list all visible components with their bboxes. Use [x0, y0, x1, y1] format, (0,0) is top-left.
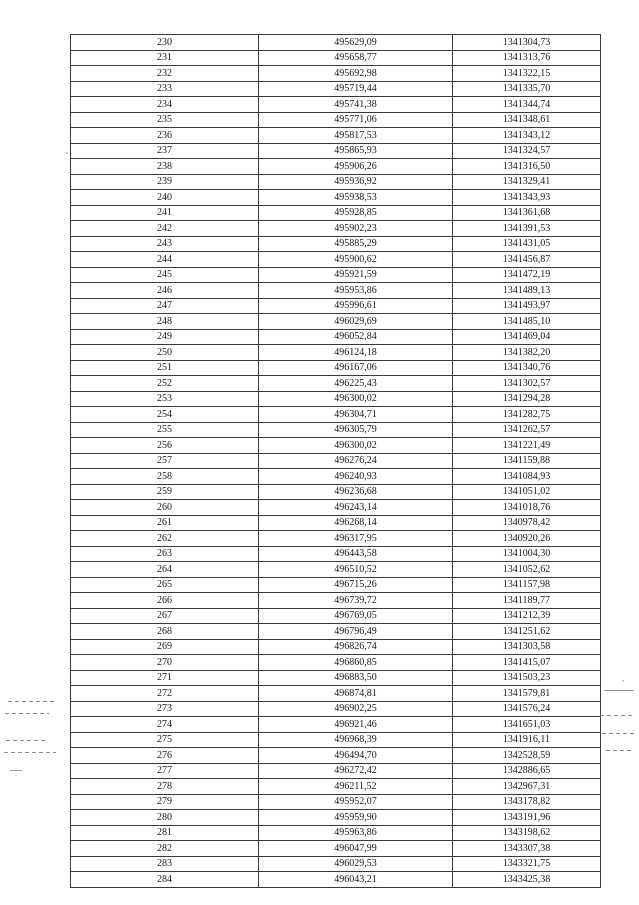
y-coordinate-cell: 1341294,28	[453, 391, 601, 407]
point-number-cell: 239	[71, 174, 259, 190]
table-row	[71, 593, 601, 609]
point-number-cell: 261	[71, 515, 259, 531]
x-coordinate-cell: 496300,02	[259, 438, 453, 454]
scan-artifact-dot	[66, 152, 68, 154]
x-coordinate-cell: 496739,72	[259, 593, 453, 609]
x-coordinate-cell: 496167,06	[259, 360, 453, 376]
x-coordinate-cell: 496047,99	[259, 841, 453, 857]
point-number-cell: 263	[71, 546, 259, 562]
table-row	[71, 345, 601, 361]
table-row	[71, 81, 601, 97]
point-number-cell: 270	[71, 655, 259, 671]
y-coordinate-cell: 1341348,61	[453, 112, 601, 128]
x-coordinate-cell: 495900,62	[259, 252, 453, 268]
x-coordinate-cell: 496305,79	[259, 422, 453, 438]
table-row	[71, 624, 601, 640]
y-coordinate-cell: 1340920,26	[453, 531, 601, 547]
coordinates-table-body	[71, 35, 601, 888]
y-coordinate-cell: 1341251,62	[453, 624, 601, 640]
x-coordinate-cell: 496769,05	[259, 608, 453, 624]
y-coordinate-cell: 1341322,15	[453, 66, 601, 82]
x-coordinate-cell: 496921,46	[259, 717, 453, 733]
y-coordinate-cell: 1341084,93	[453, 469, 601, 485]
table-row	[71, 577, 601, 593]
x-coordinate-cell: 496796,49	[259, 624, 453, 640]
point-number-cell: 271	[71, 670, 259, 686]
y-coordinate-cell: 1341343,12	[453, 128, 601, 144]
point-number-cell: 265	[71, 577, 259, 593]
x-coordinate-cell: 496304,71	[259, 407, 453, 423]
point-number-cell: 244	[71, 252, 259, 268]
point-number-cell: 257	[71, 453, 259, 469]
x-coordinate-cell: 496124,18	[259, 345, 453, 361]
point-number-cell: 260	[71, 500, 259, 516]
table-row	[71, 469, 601, 485]
x-coordinate-cell: 495996,61	[259, 298, 453, 314]
point-number-cell: 253	[71, 391, 259, 407]
table-row	[71, 763, 601, 779]
table-row	[71, 872, 601, 888]
x-coordinate-cell: 496874,81	[259, 686, 453, 702]
x-coordinate-cell: 496272,42	[259, 763, 453, 779]
x-coordinate-cell: 496510,52	[259, 562, 453, 578]
y-coordinate-cell: 1341391,53	[453, 221, 601, 237]
point-number-cell: 283	[71, 856, 259, 872]
x-coordinate-cell: 495906,26	[259, 159, 453, 175]
table-row	[71, 531, 601, 547]
y-coordinate-cell: 1341324,57	[453, 143, 601, 159]
x-coordinate-cell: 495902,23	[259, 221, 453, 237]
point-number-cell: 237	[71, 143, 259, 159]
y-coordinate-cell: 1341303,58	[453, 639, 601, 655]
y-coordinate-cell: 1343425,38	[453, 872, 601, 888]
table-row	[71, 221, 601, 237]
y-coordinate-cell: 1341344,74	[453, 97, 601, 113]
point-number-cell: 232	[71, 66, 259, 82]
point-number-cell: 259	[71, 484, 259, 500]
point-number-cell: 276	[71, 748, 259, 764]
y-coordinate-cell: 1342528,59	[453, 748, 601, 764]
x-coordinate-cell: 496211,52	[259, 779, 453, 795]
y-coordinate-cell: 1341221,49	[453, 438, 601, 454]
table-row	[71, 376, 601, 392]
y-coordinate-cell: 1341651,03	[453, 717, 601, 733]
point-number-cell: 243	[71, 236, 259, 252]
point-number-cell: 266	[71, 593, 259, 609]
table-row	[71, 484, 601, 500]
point-number-cell: 245	[71, 267, 259, 283]
point-number-cell: 233	[71, 81, 259, 97]
x-coordinate-cell: 495959,90	[259, 810, 453, 826]
coordinates-table	[70, 34, 601, 888]
table-row	[71, 422, 601, 438]
x-coordinate-cell: 495865,93	[259, 143, 453, 159]
y-coordinate-cell: 1342967,31	[453, 779, 601, 795]
y-coordinate-cell: 1341316,50	[453, 159, 601, 175]
x-coordinate-cell: 496300,02	[259, 391, 453, 407]
scan-artifact-left	[10, 770, 22, 771]
point-number-cell: 274	[71, 717, 259, 733]
table-row	[71, 205, 601, 221]
table-row	[71, 686, 601, 702]
table-row	[71, 794, 601, 810]
x-coordinate-cell: 496052,84	[259, 329, 453, 345]
point-number-cell: 275	[71, 732, 259, 748]
x-coordinate-cell: 495885,29	[259, 236, 453, 252]
x-coordinate-cell: 495963,86	[259, 825, 453, 841]
y-coordinate-cell: 1341343,93	[453, 190, 601, 206]
point-number-cell: 280	[71, 810, 259, 826]
point-number-cell: 238	[71, 159, 259, 175]
x-coordinate-cell: 496826,74	[259, 639, 453, 655]
y-coordinate-cell: 1341576,24	[453, 701, 601, 717]
point-number-cell: 262	[71, 531, 259, 547]
x-coordinate-cell: 495952,07	[259, 794, 453, 810]
x-coordinate-cell: 495741,38	[259, 97, 453, 113]
y-coordinate-cell: 1343178,82	[453, 794, 601, 810]
point-number-cell: 252	[71, 376, 259, 392]
y-coordinate-cell: 1341304,73	[453, 35, 601, 51]
table-row	[71, 639, 601, 655]
y-coordinate-cell: 1341503,23	[453, 670, 601, 686]
point-number-cell: 264	[71, 562, 259, 578]
table-row	[71, 314, 601, 330]
x-coordinate-cell: 495817,53	[259, 128, 453, 144]
table-row	[71, 391, 601, 407]
table-row	[71, 825, 601, 841]
y-coordinate-cell: 1341302,57	[453, 376, 601, 392]
table-row	[71, 407, 601, 423]
x-coordinate-cell: 495936,92	[259, 174, 453, 190]
scan-artifact-left	[5, 713, 49, 714]
table-row	[71, 717, 601, 733]
table-row	[71, 159, 601, 175]
point-number-cell: 278	[71, 779, 259, 795]
point-number-cell: 240	[71, 190, 259, 206]
table-row	[71, 35, 601, 51]
table-row	[71, 810, 601, 826]
y-coordinate-cell: 1341382,20	[453, 345, 601, 361]
table-row	[71, 608, 601, 624]
point-number-cell: 241	[71, 205, 259, 221]
y-coordinate-cell: 1341415,07	[453, 655, 601, 671]
y-coordinate-cell: 1341469,04	[453, 329, 601, 345]
point-number-cell: 247	[71, 298, 259, 314]
point-number-cell: 254	[71, 407, 259, 423]
table-row	[71, 190, 601, 206]
y-coordinate-cell: 1341262,57	[453, 422, 601, 438]
point-number-cell: 242	[71, 221, 259, 237]
table-row	[71, 298, 601, 314]
y-coordinate-cell: 1341052,62	[453, 562, 601, 578]
y-coordinate-cell: 1341313,76	[453, 50, 601, 66]
x-coordinate-cell: 496043,21	[259, 872, 453, 888]
x-coordinate-cell: 495921,59	[259, 267, 453, 283]
table-row	[71, 66, 601, 82]
x-coordinate-cell: 496443,58	[259, 546, 453, 562]
x-coordinate-cell: 495771,06	[259, 112, 453, 128]
point-number-cell: 236	[71, 128, 259, 144]
table-row	[71, 453, 601, 469]
y-coordinate-cell: 1341579,81	[453, 686, 601, 702]
point-number-cell: 246	[71, 283, 259, 299]
scan-artifact-left	[4, 752, 56, 753]
x-coordinate-cell: 496715,26	[259, 577, 453, 593]
table-row	[71, 360, 601, 376]
y-coordinate-cell: 1341018,76	[453, 500, 601, 516]
y-coordinate-cell: 1341456,87	[453, 252, 601, 268]
point-number-cell: 284	[71, 872, 259, 888]
x-coordinate-cell: 495719,44	[259, 81, 453, 97]
table-row	[71, 655, 601, 671]
scan-artifact-right	[606, 750, 632, 751]
point-number-cell: 250	[71, 345, 259, 361]
x-coordinate-cell: 495928,85	[259, 205, 453, 221]
point-number-cell: 234	[71, 97, 259, 113]
point-number-cell: 281	[71, 825, 259, 841]
table-row	[71, 50, 601, 66]
y-coordinate-cell: 1341159,88	[453, 453, 601, 469]
table-row	[71, 732, 601, 748]
scan-artifact-left	[8, 701, 56, 702]
y-coordinate-cell: 1341189,77	[453, 593, 601, 609]
y-coordinate-cell: 1341489,13	[453, 283, 601, 299]
point-number-cell: 282	[71, 841, 259, 857]
table-row	[71, 856, 601, 872]
x-coordinate-cell: 496240,93	[259, 469, 453, 485]
y-coordinate-cell: 1340978,42	[453, 515, 601, 531]
table-row	[71, 97, 601, 113]
x-coordinate-cell: 496236,68	[259, 484, 453, 500]
table-row	[71, 546, 601, 562]
x-coordinate-cell: 496225,43	[259, 376, 453, 392]
y-coordinate-cell: 1341485,10	[453, 314, 601, 330]
point-number-cell: 269	[71, 639, 259, 655]
y-coordinate-cell: 1341329,41	[453, 174, 601, 190]
point-number-cell: 248	[71, 314, 259, 330]
point-number-cell: 267	[71, 608, 259, 624]
point-number-cell: 255	[71, 422, 259, 438]
y-coordinate-cell: 1341051,02	[453, 484, 601, 500]
point-number-cell: 272	[71, 686, 259, 702]
y-coordinate-cell: 1341493,97	[453, 298, 601, 314]
table-row	[71, 515, 601, 531]
y-coordinate-cell: 1343198,62	[453, 825, 601, 841]
x-coordinate-cell: 495938,53	[259, 190, 453, 206]
table-row	[71, 670, 601, 686]
table-row	[71, 128, 601, 144]
x-coordinate-cell: 496902,25	[259, 701, 453, 717]
x-coordinate-cell: 496243,14	[259, 500, 453, 516]
y-coordinate-cell: 1341340,76	[453, 360, 601, 376]
table-row	[71, 841, 601, 857]
scan-artifact-left	[6, 740, 46, 741]
table-row	[71, 267, 601, 283]
y-coordinate-cell: 1341361,68	[453, 205, 601, 221]
point-number-cell: 256	[71, 438, 259, 454]
y-coordinate-cell: 1341335,70	[453, 81, 601, 97]
y-coordinate-cell: 1341004,30	[453, 546, 601, 562]
x-coordinate-cell: 496883,50	[259, 670, 453, 686]
x-coordinate-cell: 495692,98	[259, 66, 453, 82]
point-number-cell: 258	[71, 469, 259, 485]
y-coordinate-cell: 1343191,96	[453, 810, 601, 826]
point-number-cell: 268	[71, 624, 259, 640]
table-row	[71, 500, 601, 516]
table-row	[71, 701, 601, 717]
x-coordinate-cell: 495629,09	[259, 35, 453, 51]
point-number-cell: 279	[71, 794, 259, 810]
y-coordinate-cell: 1341212,39	[453, 608, 601, 624]
y-coordinate-cell: 1341282,75	[453, 407, 601, 423]
x-coordinate-cell: 496029,53	[259, 856, 453, 872]
y-coordinate-cell: 1341916,11	[453, 732, 601, 748]
point-number-cell: 249	[71, 329, 259, 345]
x-coordinate-cell: 495658,77	[259, 50, 453, 66]
x-coordinate-cell: 496860,85	[259, 655, 453, 671]
table-row	[71, 329, 601, 345]
point-number-cell: 273	[71, 701, 259, 717]
x-coordinate-cell: 496968,39	[259, 732, 453, 748]
scan-artifact-right	[604, 690, 634, 691]
x-coordinate-cell: 496317,95	[259, 531, 453, 547]
table-row	[71, 283, 601, 299]
table-row	[71, 174, 601, 190]
point-number-cell: 251	[71, 360, 259, 376]
table-row	[71, 562, 601, 578]
table-row	[71, 143, 601, 159]
table-row	[71, 236, 601, 252]
scan-artifact-dot	[622, 680, 624, 682]
x-coordinate-cell: 496029,69	[259, 314, 453, 330]
table-row	[71, 748, 601, 764]
table-row	[71, 252, 601, 268]
x-coordinate-cell: 496494,70	[259, 748, 453, 764]
y-coordinate-cell: 1341472,19	[453, 267, 601, 283]
point-number-cell: 235	[71, 112, 259, 128]
scan-artifact-right	[602, 733, 634, 734]
y-coordinate-cell: 1342886,65	[453, 763, 601, 779]
point-number-cell: 231	[71, 50, 259, 66]
point-number-cell: 277	[71, 763, 259, 779]
y-coordinate-cell: 1341431,05	[453, 236, 601, 252]
y-coordinate-cell: 1343321,75	[453, 856, 601, 872]
table-row	[71, 438, 601, 454]
table-row	[71, 112, 601, 128]
x-coordinate-cell: 496276,24	[259, 453, 453, 469]
table-row	[71, 779, 601, 795]
x-coordinate-cell: 495953,86	[259, 283, 453, 299]
y-coordinate-cell: 1341157,98	[453, 577, 601, 593]
y-coordinate-cell: 1343307,38	[453, 841, 601, 857]
x-coordinate-cell: 496268,14	[259, 515, 453, 531]
scan-artifact-right	[600, 715, 634, 716]
point-number-cell: 230	[71, 35, 259, 51]
